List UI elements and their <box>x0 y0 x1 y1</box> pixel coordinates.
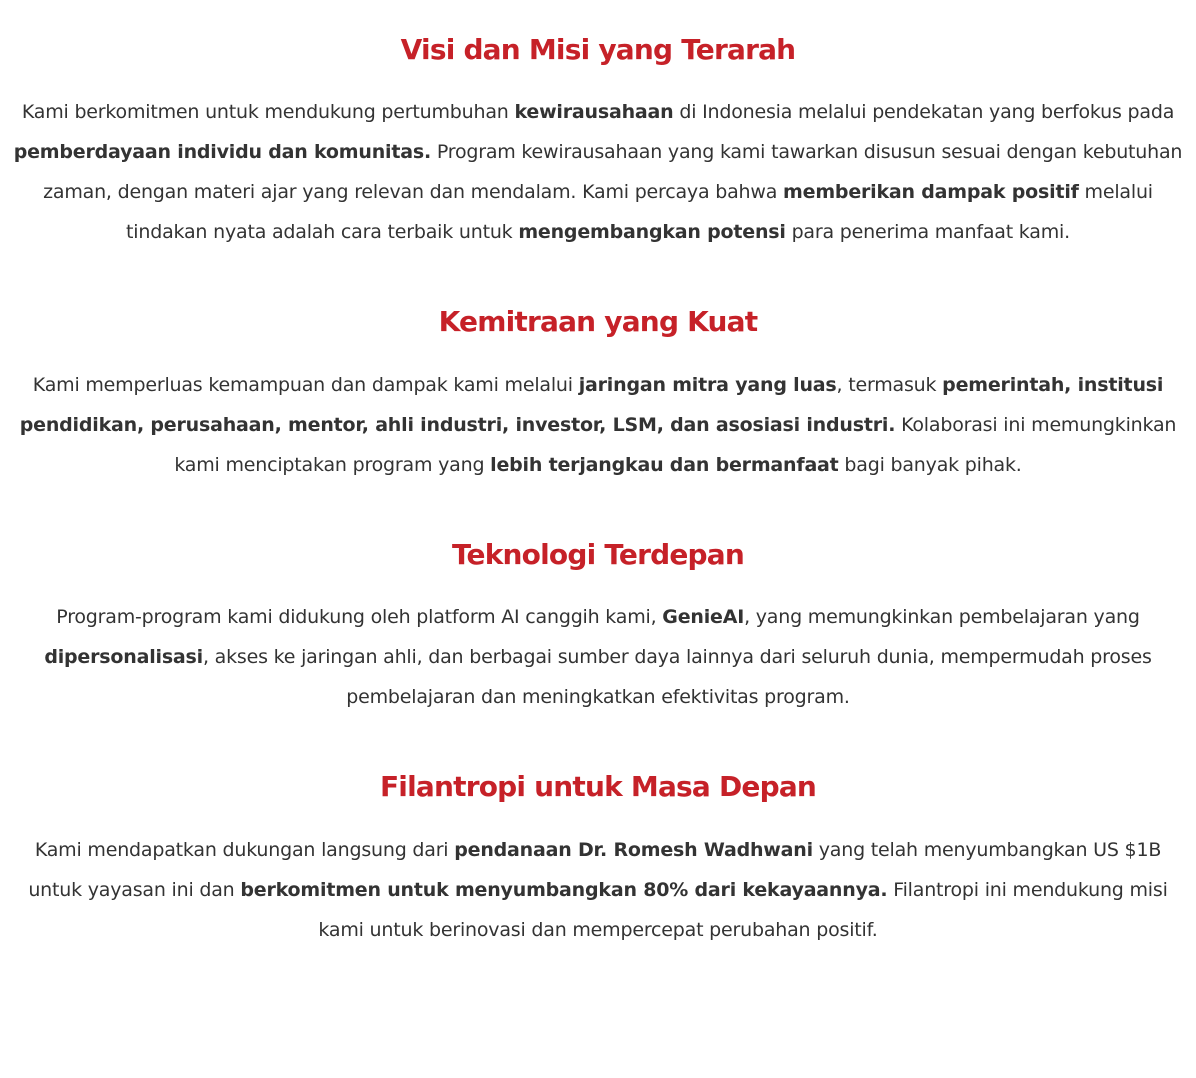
body-text: , akses ke jaringan ahli, dan berbagai sumber daya lainnya dari seluruh dunia, mempermudah proses pembelajaran dan meningkatkan efektivitas program. <box>202 646 1152 709</box>
body-bold-text: kewirausahaan <box>514 101 674 124</box>
body-text: , yang memungkinkan pembelajaran yang <box>744 606 1140 629</box>
body-bold-text: pendanaan Dr. Romesh Wadhwani <box>454 838 813 861</box>
body-text: para penerima manfaat kami. <box>785 221 1070 244</box>
body-text: melalui tindakan nyata adalah cara terbaik untuk <box>126 181 1153 244</box>
body-bold-text: dipersonalisasi <box>44 646 203 669</box>
body-bold-text: pemberdayaan individu dan komunitas. <box>13 141 431 164</box>
section-body <box>8 92 1188 252</box>
body-text: Kami memperluas kemampuan dan dampak kami melalui <box>32 373 579 396</box>
body-text: Program kewirausahaan yang kami tawarkan disusun sesuai dengan kebutuhan zaman, dengan materi ajar yang relevan dan mendalam. Kami percaya bahwa <box>43 141 1183 204</box>
section-title: Kemitraan yang Kuat <box>438 305 758 339</box>
section-title: Teknologi Terdepan <box>451 537 745 571</box>
body-text: Kolaborasi ini memungkinkan kami menciptakan program yang <box>174 413 1177 476</box>
section-title: Filantropi untuk Masa Depan <box>379 770 817 804</box>
section-visi-misi <box>8 32 1188 252</box>
body-text: di Indonesia melalui pendekatan yang berfokus pada <box>673 101 1175 124</box>
body-bold-text: berkomitmen untuk menyumbangkan 80% dari kekayaannya. <box>240 878 888 901</box>
section-body <box>8 830 1188 950</box>
body-bold-text: mengembangkan potensi <box>518 221 786 244</box>
section-teknologi <box>8 537 1188 717</box>
body-bold-text: lebih terjangkau dan bermanfaat <box>490 453 839 476</box>
body-text: , termasuk <box>836 373 943 396</box>
body-text: Program-program kami didukung oleh platform AI canggih kami, <box>56 606 663 629</box>
body-text: yang telah menyumbangkan US $1B untuk yayasan ini dan <box>28 838 1162 901</box>
section-body <box>8 597 1188 717</box>
section-kemitraan <box>8 304 1188 484</box>
body-text: Kami berkomitmen untuk mendukung pertumbuhan <box>21 101 515 124</box>
body-text: bagi banyak pihak. <box>838 453 1022 476</box>
body-bold-text: memberikan dampak positif <box>783 181 1079 204</box>
body-bold-text: pemerintah, institusi pendidikan, perusahaan, mentor, ahli industri, investor, LSM, dan asosiasi industri. <box>19 373 1164 436</box>
body-text: Filantropi ini mendukung misi kami untuk berinovasi dan mempercepat perubahan positif. <box>318 878 1168 941</box>
section-filantropi <box>8 769 1188 949</box>
body-text: Kami mendapatkan dukungan langsung dari <box>34 838 455 861</box>
section-body <box>8 365 1188 485</box>
section-title: Visi dan Misi yang Terarah <box>400 33 796 66</box>
body-bold-text: GenieAI <box>662 606 745 629</box>
body-bold-text: jaringan mitra yang luas <box>578 373 837 396</box>
